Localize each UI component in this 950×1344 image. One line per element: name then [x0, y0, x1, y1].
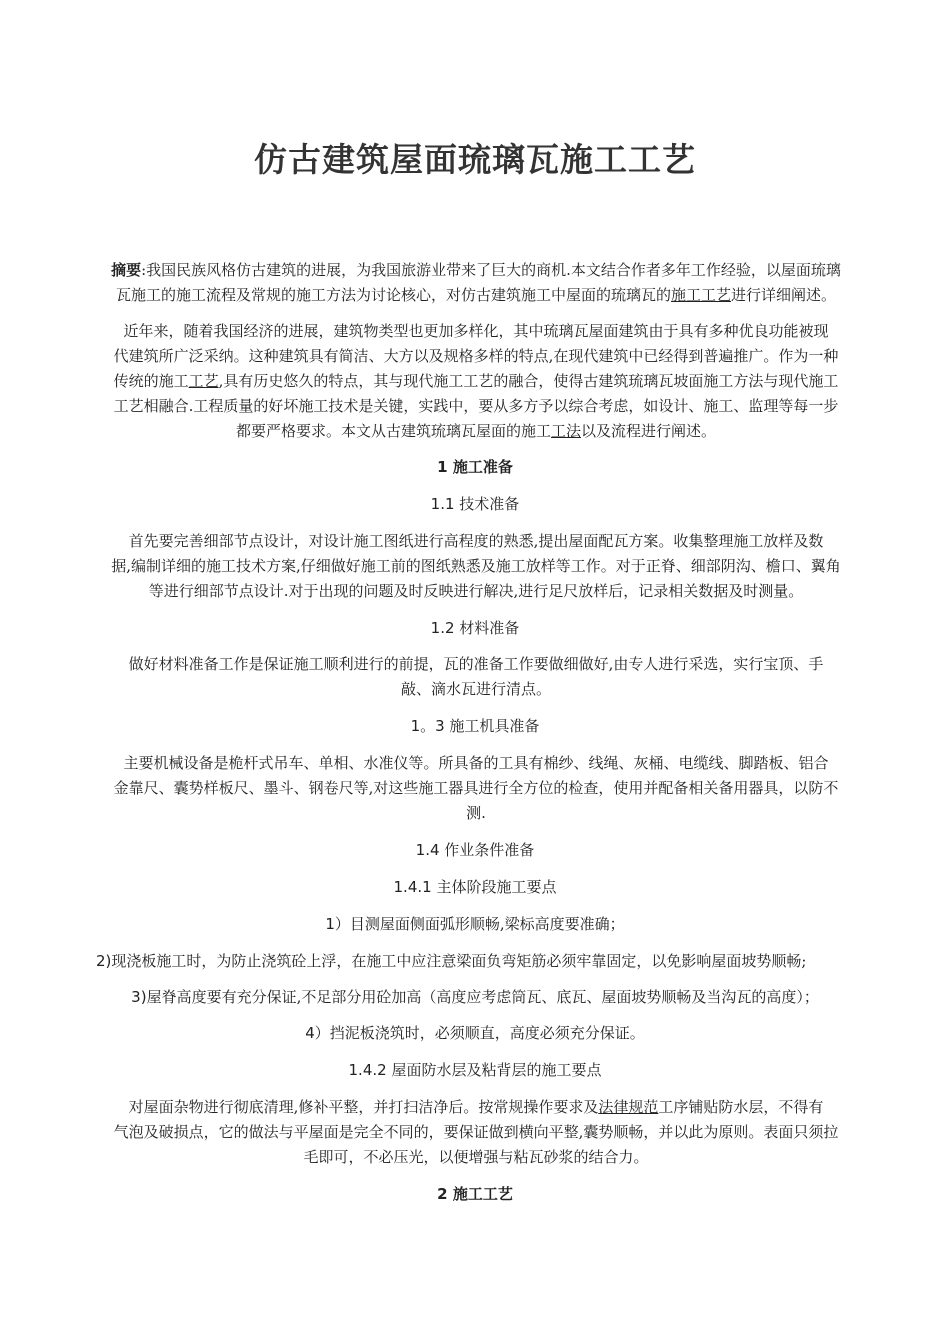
- paragraph-1-2: [68, 652, 884, 702]
- link-technique[interactable]: 工艺: [188, 372, 219, 390]
- section-title: 屋面防水层及粘背层的施工要点: [386, 1061, 602, 1079]
- abstract-text: 瓦施工的施工流程及常规的施工方法为讨论核心，对仿古建筑施工中屋面的琉璃瓦的: [115, 286, 671, 304]
- paragraph-line: 金靠尺、囊势样板尺、墨斗、钢卷尺等,对这些施工器具进行全方位的检查，使用并配备相关备用器具，以防不: [113, 779, 839, 797]
- list-item: [96, 949, 950, 973]
- item-number: 3): [131, 988, 147, 1006]
- abstract-line: [68, 258, 884, 283]
- paragraph-line: 毛即可，不必压光，以便增强与粘瓦砂浆的结合力。: [303, 1148, 649, 1166]
- section-title: 作业条件准备: [439, 841, 535, 859]
- paragraph-line: 据,编制详细的施工技术方案,仔细做好施工前的图纸熟悉及施工放样等工作。对于正脊、细部阴沟、檐口、翼角: [111, 557, 841, 575]
- paragraph-line: 近年来，随着我国经济的进展，建筑物类型也更加多样化，其中琉璃瓦屋面建筑由于具有多种优良功能被现: [123, 322, 829, 340]
- section-number: 1。3: [410, 717, 445, 735]
- text-span: 传统的施工: [113, 372, 189, 390]
- section-number: 2: [437, 1185, 448, 1203]
- paragraph-line: 主要机械设备是桅杆式吊车、单相、水准仪等。所具备的工具有棉纱、线绳、灰桶、电缆线、脚踏板、铝合: [123, 754, 829, 772]
- section-number: 1.4: [415, 841, 440, 859]
- item-text: 现浇板施工时，为防止浇筑砼上浮，在施工中应注意梁面负弯矩筋必须牢靠固定，以免影响屋面坡势顺畅;: [111, 952, 807, 970]
- paragraph-line: 等进行细部节点设计.对于出现的问题及时反映进行解决,进行足尺放样后，记录相关数据及时测量。: [148, 582, 804, 600]
- abstract-text: 进行详细阐述。: [731, 286, 837, 304]
- abstract-paragraph: [68, 258, 884, 308]
- text-span: 以及流程进行阐述。: [581, 422, 717, 440]
- section-number: 1.4.1: [393, 878, 432, 896]
- link-method[interactable]: 工法: [550, 422, 581, 440]
- intro-paragraph: [68, 319, 884, 444]
- abstract-label: 摘要: [111, 261, 142, 279]
- section-title: 技术准备: [454, 495, 520, 513]
- text-span: 都要严格要求。本文从古建筑琉璃瓦屋面的施工: [235, 422, 551, 440]
- section-title: 施工准备: [447, 458, 513, 476]
- paragraph-line: [68, 419, 884, 444]
- paragraph-line: 气泡及破损点，它的做法与平屋面是完全不同的，要保证做到横向平整,囊势顺畅，并以此为原则。表面只须拉: [113, 1123, 839, 1141]
- text-span: 工序铺贴防水层，不得有: [658, 1098, 824, 1116]
- section-title: 施工工艺: [447, 1185, 513, 1203]
- link-construction-technique[interactable]: 施工工艺: [670, 286, 731, 304]
- section-title: 施工机具准备: [444, 717, 540, 735]
- paragraph-line: 工艺相融合.工程质量的好坏施工技术是关键，实践中，要从多方予以综合考虑，如设计、施工、监理等每一步: [113, 397, 839, 415]
- page-title: 仿古建筑屋面琉璃瓦施工工艺: [254, 140, 696, 179]
- section-number: 1: [437, 458, 448, 476]
- paragraph-line: [68, 369, 884, 394]
- text-span: ,具有历史悠久的特点，其与现代施工工艺的融合，使得古建筑琉璃瓦坡面施工方法与现代施工: [218, 372, 839, 390]
- section-heading-1-2: [0, 616, 950, 640]
- paragraph-line: 代建筑所广泛采纳。这种建筑具有简洁、大方以及规格多样的特点,在现代建筑中已经得到普遍推广。作为一种: [113, 347, 839, 365]
- paragraph-1-4-2: [68, 1095, 884, 1170]
- item-text: 屋脊高度要有充分保证,不足部分用砼加高（高度应考虑筒瓦、底瓦、屋面坡势顺畅及当沟瓦的高度）；: [146, 988, 819, 1006]
- item-number: 4: [305, 1024, 315, 1042]
- paragraph-line: 首先要完善细部节点设计，对设计施工图纸进行高程度的熟悉,提出屋面配瓦方案。收集整理施工放样及数: [128, 532, 824, 550]
- section-number: 1.1: [430, 495, 455, 513]
- paragraph-1-1: [68, 529, 884, 604]
- item-text: ）目测屋面侧面弧形顺畅,梁标高度要准确；: [334, 915, 625, 933]
- list-item: [0, 985, 950, 1009]
- section-heading-1: [0, 455, 950, 479]
- list-item: [0, 1021, 950, 1045]
- paragraph-line: 测.: [466, 804, 486, 822]
- section-title: 主体阶段施工要点: [431, 878, 557, 896]
- link-laws-regulations[interactable]: 法律规范: [598, 1098, 659, 1116]
- abstract-line: [68, 283, 884, 308]
- section-number: 1.4.2: [348, 1061, 387, 1079]
- abstract-text: :我国民族风格仿古建筑的进展，为我国旅游业带来了巨大的商机.本文结合作者多年工作经验，以屋面琉璃: [141, 261, 841, 279]
- section-heading-1-4-1: [0, 875, 950, 899]
- paragraph-line: [68, 1095, 884, 1120]
- section-heading-1-4-2: [0, 1058, 950, 1082]
- paragraph-line: 做好材料准备工作是保证施工顺利进行的前提，瓦的准备工作要做细做好,由专人进行采选，实行宝顶、手: [128, 655, 824, 673]
- paragraph-line: 敲、滴水瓦进行清点。: [400, 680, 551, 698]
- item-number: 1: [325, 915, 335, 933]
- list-item: [0, 912, 950, 936]
- section-number: 1.2: [430, 619, 455, 637]
- item-text: ）挡泥板浇筑时，必须顺直，高度必须充分保证。: [314, 1024, 645, 1042]
- section-title: 材料准备: [454, 619, 520, 637]
- section-heading-2: [0, 1182, 950, 1206]
- section-heading-1-3: [0, 714, 950, 738]
- item-number: 2): [96, 952, 112, 970]
- section-heading-1-4: [0, 838, 950, 862]
- section-heading-1-1: [0, 492, 950, 516]
- text-span: 对屋面杂物进行彻底清理,修补平整，并打扫洁净后。按常规操作要求及: [128, 1098, 599, 1116]
- paragraph-1-3: [68, 751, 884, 826]
